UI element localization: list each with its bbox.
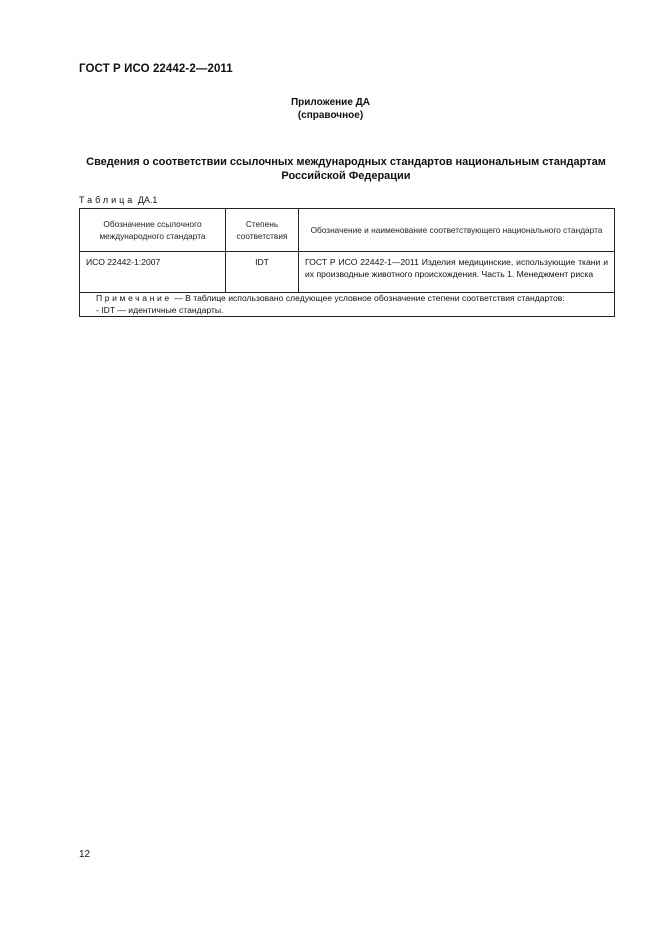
note-text: — В таблице использовано следующее условное обозначение степени соответствия стандартов:: [171, 293, 565, 303]
header-degree: Степень соответствия: [226, 209, 299, 252]
table-caption-label: Таблица: [79, 195, 136, 205]
table-caption-number: ДА.1: [137, 195, 158, 205]
document-standard-code: ГОСТ Р ИСО 22442-2—2011: [79, 63, 233, 75]
table-header-row: [80, 209, 615, 252]
cell-national-standard: ГОСТ Р ИСО 22442-1—2011 Изделия медицинские, использующие ткани и их производные животного происхождения. Часть 1. Менеджмент риска: [299, 252, 615, 293]
appendix-title: Приложение ДА: [290, 97, 371, 108]
table-row: [80, 252, 615, 293]
header-ref-standard: Обозначение ссылочного международного стандарта: [80, 209, 226, 252]
note-first-line: [80, 293, 614, 305]
cell-degree: IDT: [226, 252, 299, 293]
header-national-standard: Обозначение и наименование соответствующего национального стандарта: [299, 209, 615, 252]
appendix-subtitle: (справочное): [297, 110, 364, 121]
note-item: - IDT — идентичные стандарты.: [96, 304, 224, 315]
table-note-row: [80, 293, 615, 317]
section-title-line-1: Сведения о соответствии ссылочных международных стандартов национальным стандартам: [86, 156, 606, 168]
appendix-heading: [0, 96, 661, 122]
page-number: 12: [79, 849, 91, 860]
table-note: [80, 293, 615, 317]
correspondence-table: [79, 208, 615, 317]
table-caption: [79, 195, 157, 205]
section-title: [70, 155, 622, 183]
section-title-line-2: Российской Федерации: [281, 170, 411, 182]
cell-ref-standard: ИСО 22442-1:2007: [80, 252, 226, 293]
note-label: Примечание: [96, 293, 172, 303]
